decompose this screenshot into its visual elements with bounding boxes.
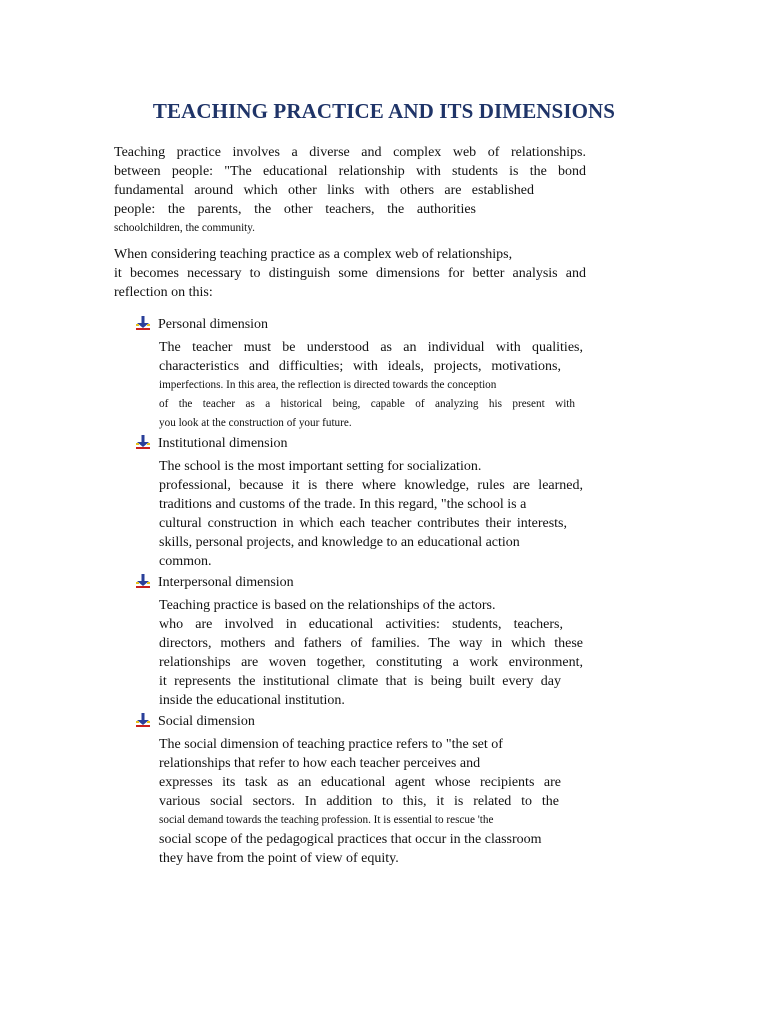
body-line: The teacher must be understood as an individual with qualities, bbox=[159, 340, 583, 355]
dimension-body-personal bbox=[159, 338, 583, 433]
body-line: common. bbox=[159, 554, 212, 569]
intro-line: When considering teaching practice as a complex web of relationships, bbox=[114, 247, 513, 262]
page-title: TEACHING PRACTICE AND ITS DIMENSIONS bbox=[152, 99, 616, 123]
arrow-down-bullet-icon bbox=[136, 574, 150, 588]
body-line: social demand towards the teaching profession. It is essential to rescue 'the bbox=[159, 814, 494, 826]
body-line: relationships are woven together, constituting a work environment, bbox=[159, 655, 583, 670]
dimension-heading-label: Social dimension bbox=[158, 714, 255, 729]
body-line: of the teacher as a historical being, capable of analyzing his present with bbox=[159, 398, 575, 410]
intro-line: it becomes necessary to distinguish some dimensions for better analysis and bbox=[114, 266, 586, 281]
body-line: cultural construction in which each teacher contributes their interests, bbox=[159, 516, 567, 531]
body-line: expresses its task as an educational agent whose recipients are bbox=[159, 775, 561, 790]
arrow-down-bullet-icon bbox=[136, 435, 150, 449]
dimension-heading-label: Personal dimension bbox=[158, 317, 269, 332]
body-line: professional, because it is there where knowledge, rules are learned, bbox=[159, 478, 583, 493]
dimension-body-social bbox=[159, 735, 583, 868]
body-line: inside the educational institution. bbox=[159, 693, 345, 708]
intro-line: between people: "The educational relationship with students is the bond bbox=[114, 164, 586, 179]
body-line: it represents the institutional climate that is being built every day bbox=[159, 674, 561, 689]
arrow-down-bullet-icon bbox=[136, 316, 150, 330]
body-line: various social sectors. In addition to this, it is related to the bbox=[159, 794, 559, 809]
dimension-heading-label: Interpersonal dimension bbox=[158, 575, 294, 590]
body-line: traditions and customs of the trade. In this regard, "the school is a bbox=[159, 497, 527, 512]
intro-line: reflection on this: bbox=[114, 285, 213, 300]
dimension-heading-interpersonal bbox=[136, 573, 294, 592]
body-line: Teaching practice is based on the relationships of the actors. bbox=[159, 598, 496, 613]
arrow-down-bullet-icon bbox=[136, 713, 150, 727]
intro-line: fundamental around which other links with others are established bbox=[114, 183, 534, 198]
dimension-body-institutional bbox=[159, 457, 583, 571]
body-line: who are involved in educational activities: students, teachers, bbox=[159, 617, 563, 632]
body-line: The school is the most important setting for socialization. bbox=[159, 459, 482, 474]
dimension-heading-institutional bbox=[136, 434, 288, 453]
intro-line: people: the parents, the other teachers, the authorities bbox=[114, 202, 476, 217]
body-line: skills, personal projects, and knowledge to an educational action bbox=[159, 535, 520, 550]
body-line: characteristics and difficulties; with ideals, projects, motivations, bbox=[159, 359, 561, 374]
body-line: you look at the construction of your future. bbox=[159, 417, 352, 429]
intro-line: schoolchildren, the community. bbox=[114, 222, 255, 234]
body-line: social scope of the pedagogical practices that occur in the classroom bbox=[159, 832, 542, 847]
intro-paragraph-2 bbox=[114, 245, 586, 302]
body-line: directors, mothers and fathers of families. The way in which these bbox=[159, 636, 583, 651]
intro-line: Teaching practice involves a diverse and complex web of relationships. bbox=[114, 145, 586, 160]
dimension-heading-personal bbox=[136, 315, 268, 334]
dimension-heading-label: Institutional dimension bbox=[158, 436, 288, 451]
body-line: relationships that refer to how each teacher perceives and bbox=[159, 756, 481, 771]
intro-paragraph-1 bbox=[114, 143, 586, 238]
body-line: The social dimension of teaching practice refers to "the set of bbox=[159, 737, 503, 752]
body-line: they have from the point of view of equity. bbox=[159, 851, 399, 866]
body-line: imperfections. In this area, the reflection is directed towards the conception bbox=[159, 379, 497, 391]
dimension-body-interpersonal bbox=[159, 596, 583, 710]
dimension-heading-social bbox=[136, 712, 255, 731]
